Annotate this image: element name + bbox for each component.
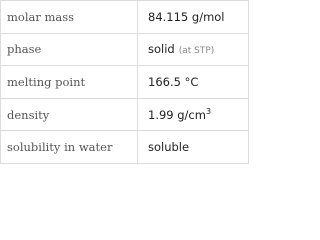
value-text: solid bbox=[148, 42, 175, 57]
table-row-molar-mass bbox=[1, 1, 249, 34]
table-row-melting-point bbox=[1, 66, 249, 99]
row-label: melting point bbox=[1, 66, 138, 99]
row-value bbox=[138, 33, 249, 66]
row-label: molar mass bbox=[1, 1, 138, 34]
row-value bbox=[138, 131, 249, 164]
table-row-density bbox=[1, 98, 249, 131]
row-label: solubility in water bbox=[1, 131, 138, 164]
row-value bbox=[138, 1, 249, 34]
table-row-solubility bbox=[1, 131, 249, 164]
table-row-phase bbox=[1, 33, 249, 66]
row-label: density bbox=[1, 98, 138, 131]
value-text: soluble bbox=[148, 140, 190, 155]
row-value bbox=[138, 66, 249, 99]
value-text: 166.5 °C bbox=[148, 74, 199, 89]
row-label: phase bbox=[1, 33, 138, 66]
unit-superscript: 3 bbox=[205, 106, 212, 116]
condition-note: (at STP) bbox=[178, 46, 215, 57]
value-text: 84.115 g/mol bbox=[148, 9, 225, 24]
value-text: 1.99 g/cm bbox=[148, 107, 206, 122]
row-value bbox=[138, 98, 249, 131]
